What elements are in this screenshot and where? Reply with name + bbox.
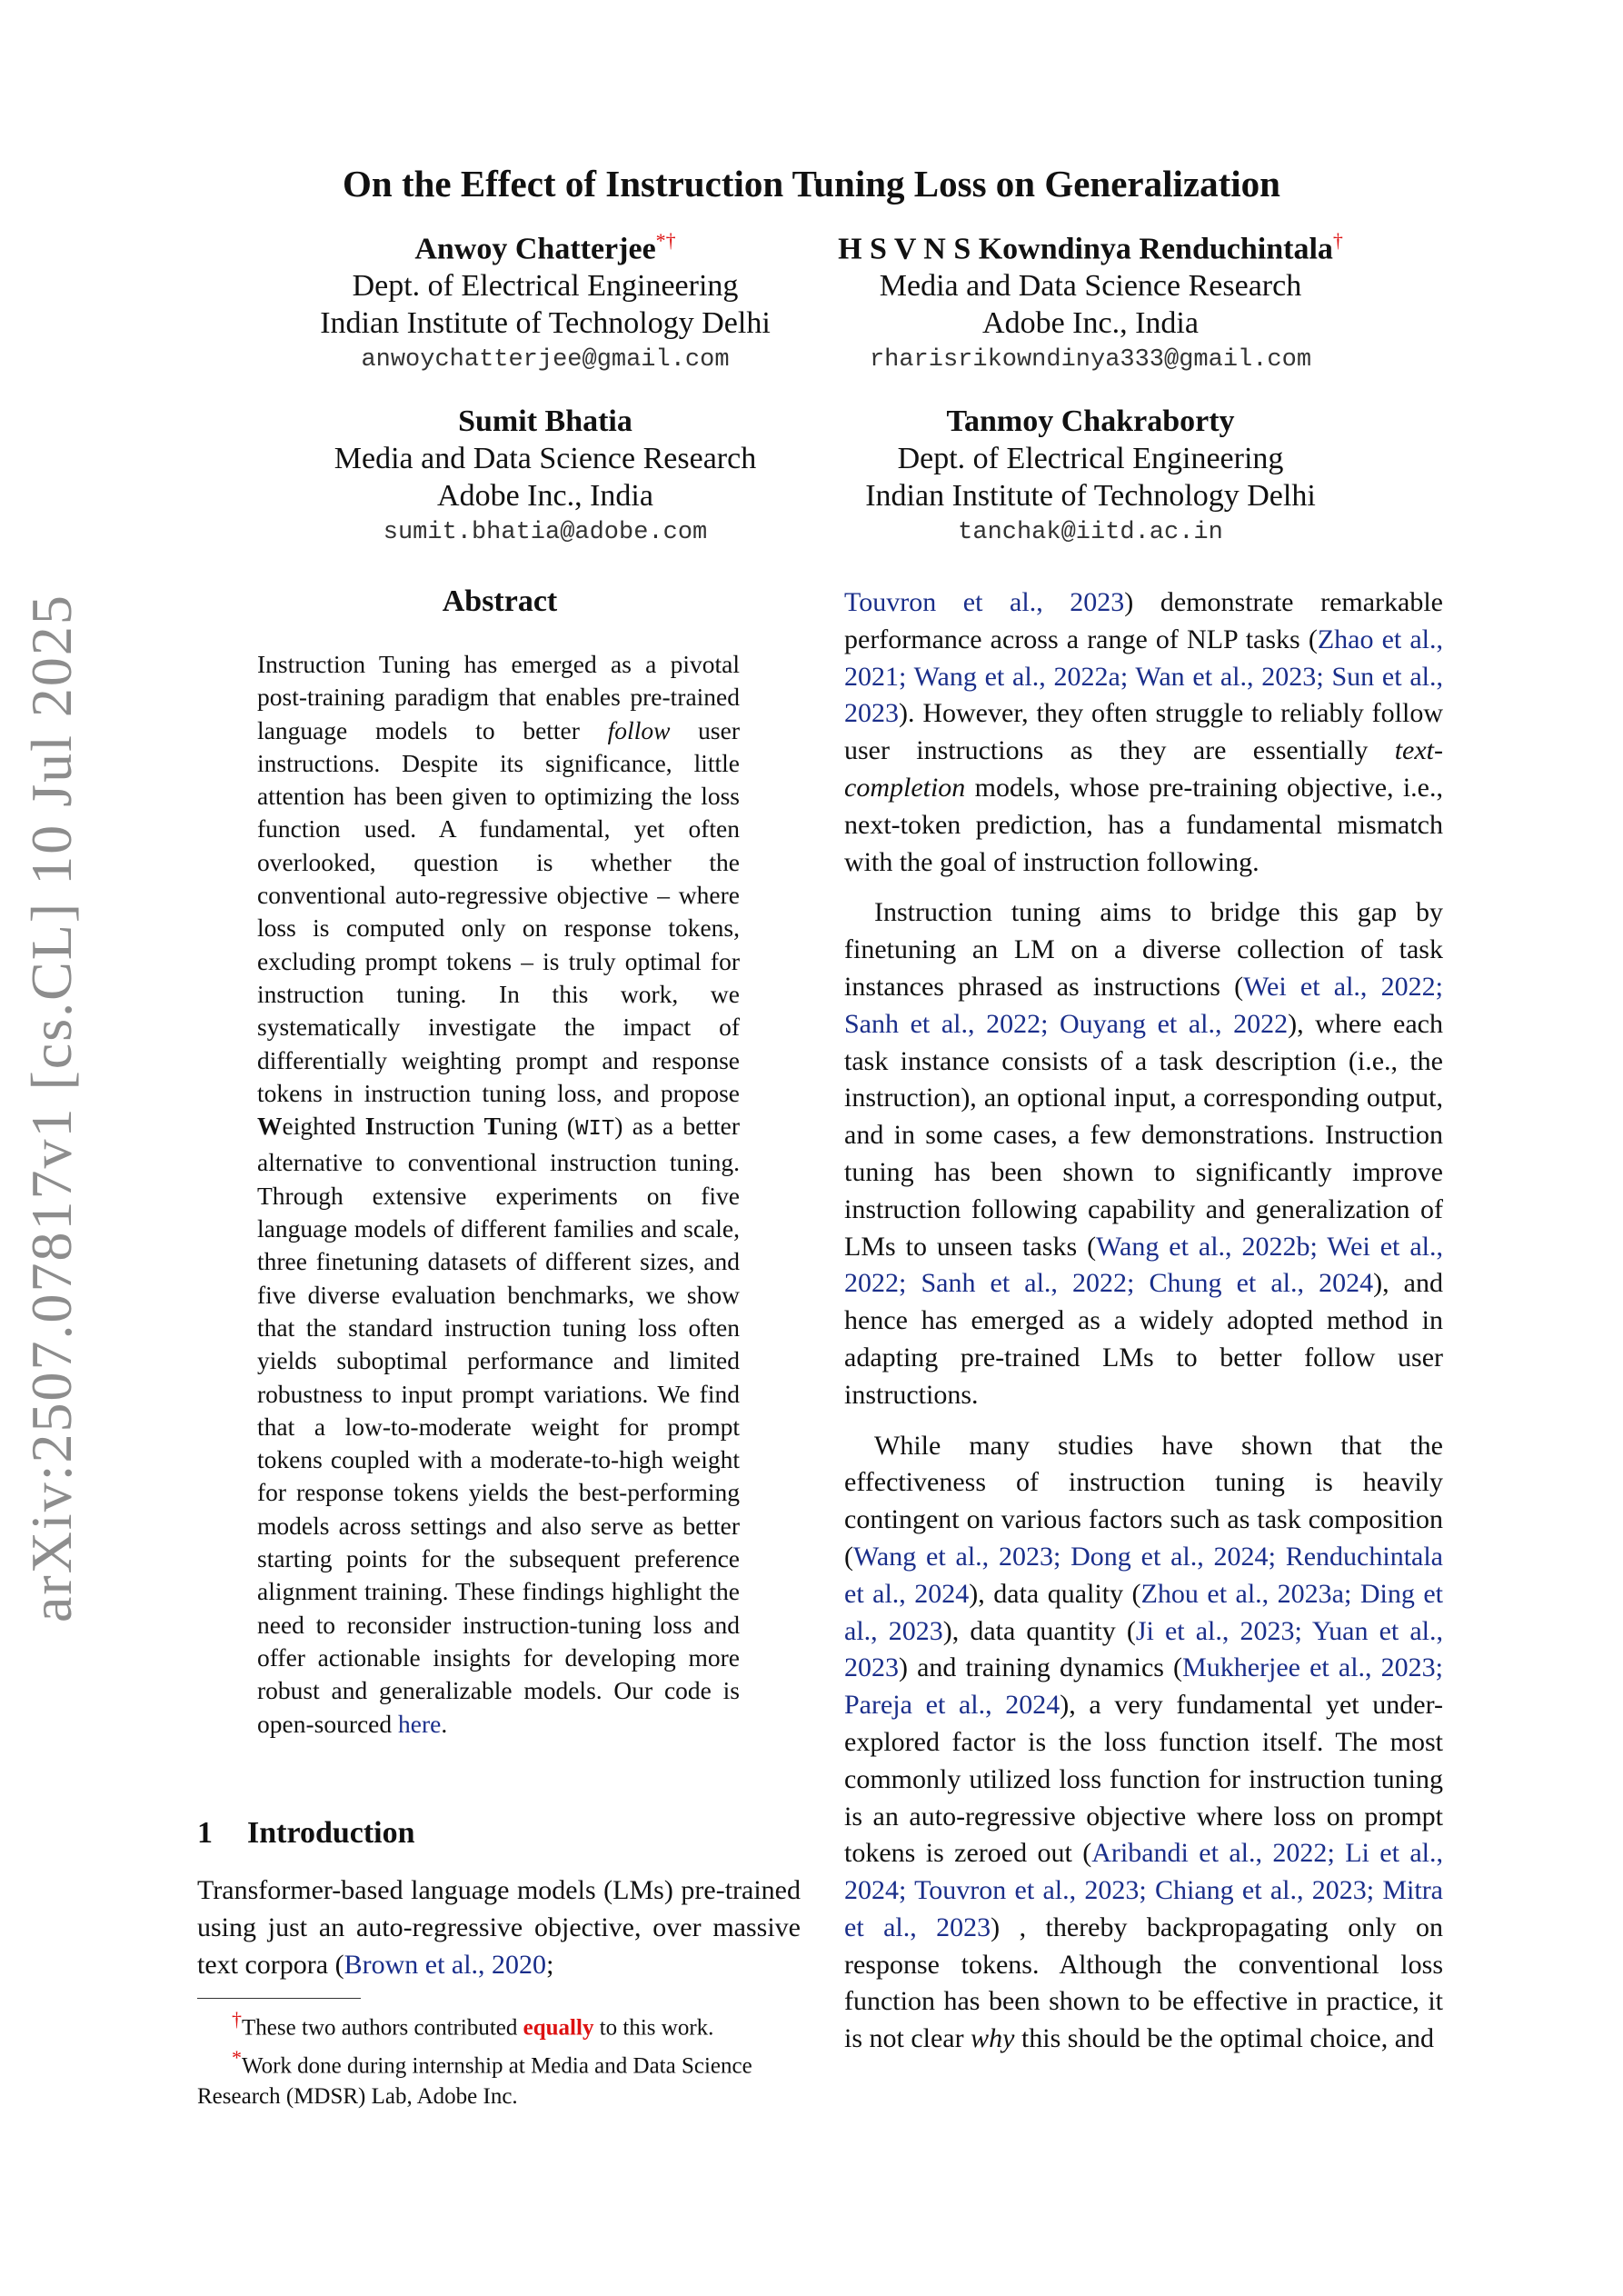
author-block-2 <box>782 222 1399 379</box>
author-affiliation: Media and Data Science Research <box>334 442 757 475</box>
author-name: Tanmoy Chakraborty <box>946 404 1235 438</box>
author-email[interactable]: anwoychatterjee@gmail.com <box>361 346 730 374</box>
body-paragraph: While many studies have shown that the effectiveness of instruction tuning is heavily contingent on various factors such as task composition (Wang et al., 2023; Dong et al., 2024; Renduchintala et al., 2024), data quality (Zhou et al., 2023a; Ding et al., 2023), data quantity (Ji et al., 2023; Yuan et al., 2023) and training dynamics (Mukherjee et al., 2023; Pareja et al., 2024), a very fundamental yet under-explored factor is the loss function itself. The most commonly utilized loss function for instruction tuning is an auto-regressive objective where loss on prompt tokens is zeroed out (Aribandi et al., 2022; Li et al., 2024; Touvron et al., 2023; Chiang et al., 2023; Mitra et al., 2023) , thereby backpropagating only on response tokens. Although the conventional loss function has been shown to be effective in practice, it is not clear why this should be the optimal choice, and <box>844 1430 1443 2054</box>
citation-link[interactable]: Renduchintala et al., 2024 <box>844 1541 1443 1609</box>
intro-paragraph: Transformer-based language models (LMs) pre-trained using just an auto-regressive objective, over massive text corpora (Brown et al., 2020; <box>197 1875 801 1980</box>
author-affiliation: Indian Institute of Technology Delhi <box>320 306 771 341</box>
right-column <box>844 584 1443 2071</box>
citation-link[interactable]: Aribandi et al., 2022 <box>1091 1838 1328 1869</box>
author-name: Sumit Bhatia <box>458 404 632 438</box>
footnote-equal-contribution: †These two authors contributed equally to this work. <box>232 2008 714 2041</box>
footnote-internship: *Work done during internship at Media and Data Science Research (MDSR) Lab, Adobe Inc. <box>197 2046 752 2109</box>
footnote-divider <box>197 1998 361 1999</box>
author-block-1 <box>273 222 818 379</box>
author-block-3 <box>273 403 818 552</box>
citation-link[interactable]: Touvron et al., 2023 <box>914 1875 1140 1906</box>
wit-acronym: WIT <box>575 1117 615 1143</box>
author-affiliation: Dept. of Electrical Engineering <box>897 442 1284 475</box>
arxiv-identifier-stamp: arXiv:2507.07817v1 [cs.CL] 10 Jul 2025 <box>19 594 84 1622</box>
author-affiliation: Media and Data Science Research <box>879 269 1302 304</box>
body-paragraph: Instruction tuning aims to bridge this gap by finetuning an LM on a diverse collection of task instances phrased as instructions (Wei et al., 2022; Sanh et al., 2022; Ouyang et al., 2022), where each task instance consists of a task description (i.e., the instruction), an optional input, a corresponding output, and in some cases, a few demonstrations. Instruction tuning has been shown to significantly improve instruction following capability and generalization of LMs to unseen tasks (Wang et al., 2022b; Wei et al., 2022; Sanh et al., 2022; Chung et al., 2024), and hence has emerged as a widely adopted method in adapting pre-trained LMs to better follow user instructions. <box>844 897 1443 1410</box>
citation-link[interactable]: Li et al., 2024 <box>844 1838 1443 1906</box>
citation-link[interactable]: Zhao et al., 2021 <box>844 624 1443 692</box>
citation-link[interactable]: Touvron et al., 2023 <box>844 587 1125 617</box>
citation-link[interactable]: Sanh et al., 2022 <box>921 1268 1128 1299</box>
author-name: Anwoy Chatterjee*† <box>414 229 676 266</box>
citation-link[interactable]: Chiang et al., 2023 <box>1154 1875 1367 1906</box>
citation-link[interactable]: Mitra et al., 2023 <box>844 1875 1443 1942</box>
paper-title: On the Effect of Instruction Tuning Loss on Generalization <box>343 163 1280 205</box>
author-affiliation: Adobe Inc., India <box>437 479 653 513</box>
citation-link[interactable]: Wang et al., 2022b <box>1096 1231 1310 1262</box>
citation-link[interactable]: Wei et al., 2022 <box>844 1231 1443 1299</box>
citation-link[interactable]: Sun et al., 2023 <box>844 661 1443 729</box>
body-paragraph: Touvron et al., 2023) demonstrate remarkable performance across a range of NLP tasks (Zhao et al., 2021; Wang et al., 2022a; Wan et al., 2023; Sun et al., 2023). However, they often struggle to reliably follow user instructions as they are essentially text-completion models, whose pre-training objective, i.e., next-token prediction, has a fundamental mismatch with the goal of instruction following. <box>844 587 1443 877</box>
author-marks: † <box>1332 229 1343 252</box>
author-affiliation: Indian Institute of Technology Delhi <box>865 479 1316 513</box>
code-link[interactable]: here <box>398 1709 442 1738</box>
citation-link[interactable]: Wei et al., 2022 <box>1243 971 1436 1002</box>
citation-link[interactable]: Wang et al., 2022a <box>913 661 1120 692</box>
citation-link[interactable]: Wan et al., 2023 <box>1135 661 1317 692</box>
author-marks: *† <box>655 229 676 252</box>
author-affiliation: Dept. of Electrical Engineering <box>352 269 739 304</box>
author-email[interactable]: sumit.bhatia@adobe.com <box>383 519 708 546</box>
citation-link[interactable]: Pareja et al., 2024 <box>844 1690 1060 1721</box>
author-email[interactable]: rharisrikowndinya333@gmail.com <box>869 346 1312 374</box>
author-email[interactable]: tanchak@iitd.ac.in <box>958 519 1223 546</box>
citation-link[interactable]: Wang et al., 2023 <box>853 1541 1053 1572</box>
footnotes <box>197 2004 801 2111</box>
author-name: H S V N S Kowndinya Renduchintala† <box>838 229 1343 266</box>
section-heading-introduction: 1 Introduction <box>197 1816 415 1850</box>
author-block-4 <box>818 403 1363 552</box>
citation-link[interactable]: Dong et al., 2024 <box>1070 1541 1269 1572</box>
citation-link[interactable]: Sanh et al., 2022 <box>844 1008 1041 1039</box>
abstract-text: Instruction Tuning has emerged as a pivotal post-training paradigm that enables pre-trained language models to better follow user instructions. Despite its significance, little attention has been given to optimizing the loss function used. A fundamental, yet often overlooked, question is whether the conventional auto-regressive objective – where loss is computed only on response tokens, excluding prompt tokens – is truly optimal for instruction tuning. In this work, we systematically investigate the impact of differentially weighting prompt and response tokens in instruction tuning loss, and propose Weighted Instruction Tuning (WIT) as a better alternative to conventional instruction tuning. Through extensive experiments on five language models of different families and scale, three finetuning datasets of different sizes, and five diverse evaluation benchmarks, we show that the standard instruction tuning loss often yields suboptimal performance and limited robustness to input prompt variations. We find that a low-to-moderate weight for prompt tokens coupled with a moderate-to-high weight for response tokens yields the best-performing models across settings and also serve as better starting points for the subsequent preference alignment training. These findings highlight the need to reconsider instruction-tuning loss and offer actionable insights for developing more robust and generalizable models. Our code is open-sourced here. <box>257 650 740 1738</box>
citation-link[interactable]: Zhou et al., 2023a <box>1140 1578 1344 1609</box>
citation-link[interactable]: Ding et al., 2023 <box>844 1578 1443 1646</box>
citation-link[interactable]: Chung et al., 2024 <box>1149 1268 1374 1299</box>
citation-link[interactable]: Ouyang et al., 2022 <box>1060 1008 1289 1039</box>
author-affiliation: Adobe Inc., India <box>982 306 1199 341</box>
citation-link[interactable]: Yuan et al., 2023 <box>844 1615 1443 1683</box>
citation-link[interactable]: Ji et al., 2023 <box>1135 1615 1295 1646</box>
citation-link[interactable]: Mukherjee et al., 2023 <box>1182 1652 1436 1683</box>
abstract-heading: Abstract <box>442 584 558 618</box>
citation-link[interactable]: Brown et al., 2020 <box>344 1949 547 1980</box>
